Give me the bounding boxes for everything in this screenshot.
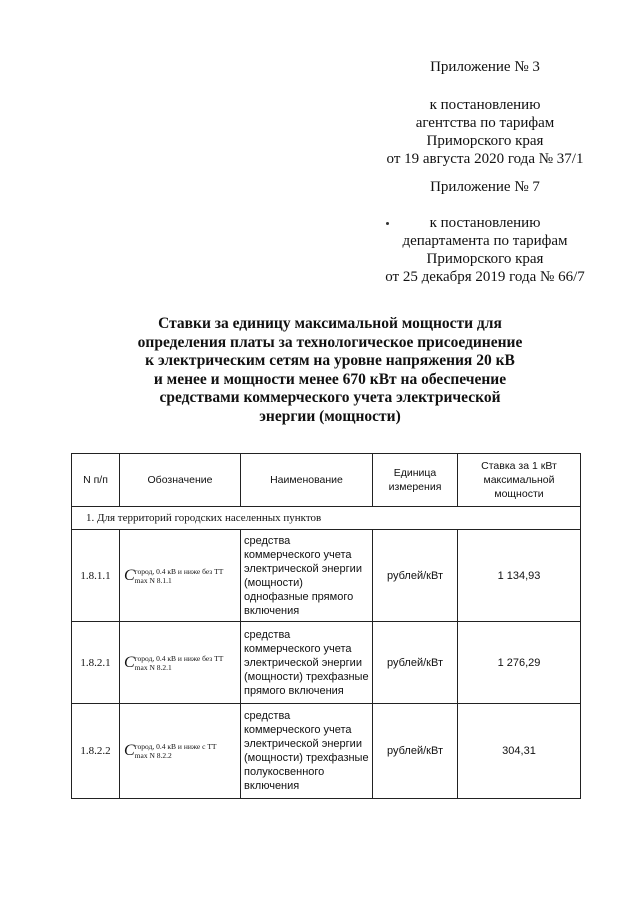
title-line: и менее и мощности менее 670 кВт на обеспечение xyxy=(153,370,507,388)
row-name-line: электрической энергии xyxy=(244,656,362,669)
row-name xyxy=(241,704,373,799)
row-rate: 1 134,93 xyxy=(458,530,581,622)
row-name-line: средства xyxy=(244,710,291,722)
header-rate-line: мощности xyxy=(494,488,544,500)
table-header-row xyxy=(72,454,581,507)
row-name-line: электрической энергии xyxy=(244,738,362,750)
symbol-subscript-text: max N 8.2.2 xyxy=(134,751,172,760)
row-rate: 1 276,29 xyxy=(458,622,581,704)
row-number: 1.8.1.1 xyxy=(72,530,120,622)
header-rate-line: максимальной xyxy=(483,474,555,486)
row-symbol xyxy=(120,704,241,799)
appendix-7-line: Приморского края xyxy=(426,251,544,267)
appendix-7-line: от 25 декабря 2019 года № 66/7 xyxy=(385,269,585,285)
row-name-line: (мощности) трехфазные xyxy=(244,670,369,683)
row-name-line: электрической энергии xyxy=(244,562,362,575)
header-symbol: Обозначение xyxy=(120,454,241,507)
symbol-subscript xyxy=(135,742,217,760)
header-unit-line: измерения xyxy=(388,481,442,493)
header-rate xyxy=(458,454,581,507)
row-name-line: включения xyxy=(244,780,300,792)
row-name-line: включения xyxy=(244,604,300,617)
symbol-letter: C xyxy=(124,742,135,759)
appendix-7-title: Приложение № 7 xyxy=(430,179,540,195)
appendix-3-line: к постановлению xyxy=(429,97,541,113)
row-number: 1.8.2.2 xyxy=(72,704,120,799)
header-unit-line: Единица xyxy=(393,467,437,479)
row-name-line: коммерческого учета xyxy=(244,642,352,655)
appendix-3-line: Приморского края xyxy=(426,133,544,149)
row-symbol xyxy=(120,530,241,622)
table-row xyxy=(72,704,581,799)
symbol-subscript-text: max N 8.1.1 xyxy=(134,575,172,585)
row-name-line: (мощности) трехфазные xyxy=(244,752,369,764)
header-rate-line: Ставка за 1 кВт xyxy=(481,460,557,472)
row-number: 1.8.2.1 xyxy=(72,622,120,704)
row-name-line: полукосвенного xyxy=(244,766,325,778)
title-line: определения платы за технологическое присоединение xyxy=(137,333,523,351)
title-line: энергии (мощности) xyxy=(259,407,401,425)
table-row xyxy=(72,622,581,704)
document-title xyxy=(120,315,540,426)
row-name-line: (мощности) xyxy=(244,576,303,589)
title-line: средствами коммерческого учета электрической xyxy=(159,389,501,406)
row-unit: рублей/кВт xyxy=(373,704,458,799)
row-name xyxy=(241,622,373,704)
symbol-subscript xyxy=(135,654,224,672)
row-rate: 304,31 xyxy=(458,704,581,799)
symbol-subscript-text: max N 8.2.1 xyxy=(134,662,172,672)
row-name-line: коммерческого учета xyxy=(244,724,352,736)
row-name-line: коммерческого учета xyxy=(244,548,352,561)
title-line: к электрическим сетям на уровне напряжения 20 кВ xyxy=(145,352,515,369)
rates-table xyxy=(71,453,581,799)
header-name: Наименование xyxy=(241,454,373,507)
title-line: Ставки за единицу максимальной мощности для xyxy=(158,315,502,332)
symbol-letter: C xyxy=(124,653,135,671)
symbol-superscript-text: город, 0.4 кВ и ниже без ТТ xyxy=(134,653,224,663)
section-label: 1. Для территорий городских населенных пунктов xyxy=(72,507,581,530)
section-row xyxy=(72,507,581,530)
appendix-3-title: Приложение № 3 xyxy=(430,59,540,75)
scan-speck xyxy=(386,222,389,225)
row-unit: рублей/кВт xyxy=(373,622,458,704)
row-name-line: средства xyxy=(244,628,291,641)
row-name-line: средства xyxy=(244,534,291,547)
table-row xyxy=(72,530,581,622)
symbol-subscript xyxy=(135,567,224,585)
symbol-superscript-text: город, 0.4 кВ и ниже без ТТ xyxy=(134,566,224,576)
symbol-letter: C xyxy=(124,566,135,584)
appendix-3-line: от 19 августа 2020 года № 37/1 xyxy=(386,151,584,167)
appendix-3-block xyxy=(370,58,600,168)
header-num: N п/п xyxy=(72,454,120,507)
appendix-7-line: департамента по тарифам xyxy=(402,233,568,249)
row-symbol xyxy=(120,622,241,704)
row-unit: рублей/кВт xyxy=(373,530,458,622)
symbol-superscript-text: город, 0.4 кВ и ниже с ТТ xyxy=(134,742,217,751)
row-name-line: однофазные прямого xyxy=(244,590,354,603)
row-name xyxy=(241,530,373,622)
header-unit xyxy=(373,454,458,507)
appendix-7-line: к постановлению xyxy=(429,215,541,231)
appendix-3-line: агентства по тарифам xyxy=(415,115,555,131)
row-name-line: прямого включения xyxy=(244,684,344,697)
appendix-7-block xyxy=(370,178,600,286)
